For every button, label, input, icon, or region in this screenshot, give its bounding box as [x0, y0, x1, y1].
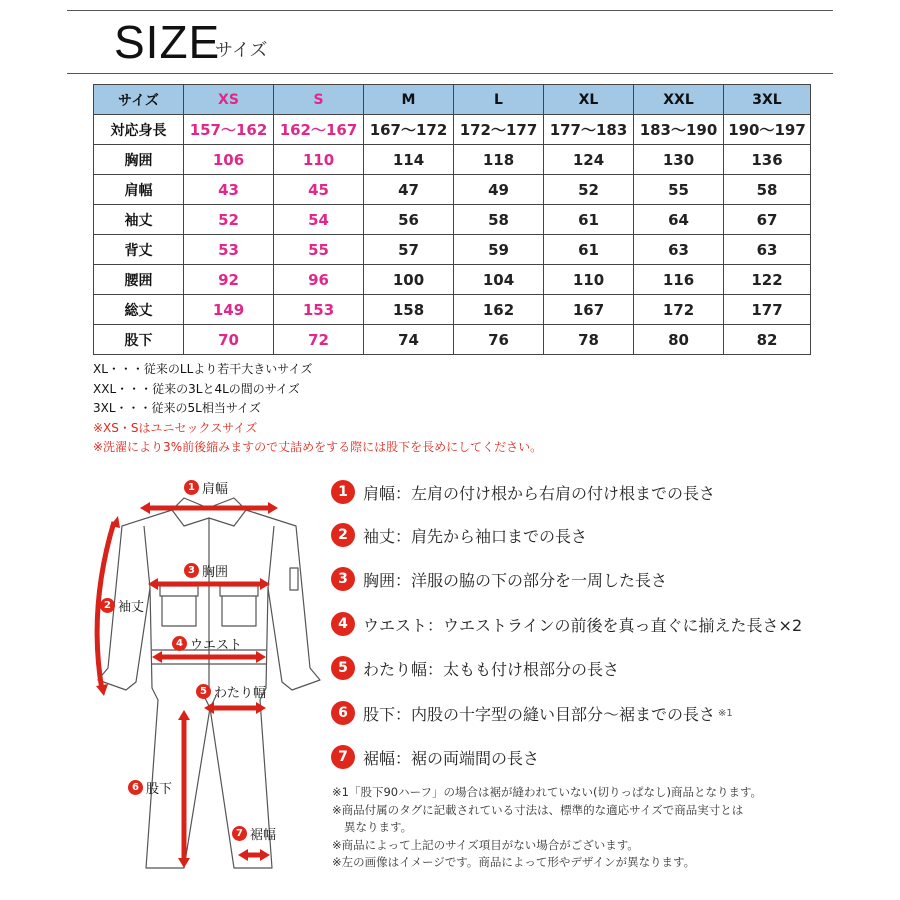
callout-number: 2 — [100, 598, 115, 613]
coverall-diagram — [84, 468, 324, 888]
col-header-xl: XL — [544, 85, 634, 115]
callout-sleeve — [100, 596, 144, 615]
footnotes — [332, 784, 762, 872]
definition-inseam — [331, 701, 733, 725]
definition-term: 胸囲 — [363, 570, 396, 590]
definition-desc: ：洋服の脇の下の部分を一周した長さ — [395, 570, 668, 590]
table-cell: 82 — [724, 325, 811, 355]
callout-label: わたり幅 — [214, 686, 267, 701]
table-cell: 110 — [274, 145, 364, 175]
table-cell: 110 — [544, 265, 634, 295]
table-cell: 136 — [724, 145, 811, 175]
table-cell: 100 — [364, 265, 454, 295]
definition-number: 4 — [331, 612, 355, 636]
table-cell: 158 — [364, 295, 454, 325]
callout-label: 袖丈 — [118, 600, 145, 615]
callout-waist — [172, 634, 242, 653]
col-header-l: L — [454, 85, 544, 115]
definition-desc: ：内股の十字型の縫い目部分〜裾までの長さ — [395, 704, 716, 724]
callout-number: 1 — [184, 480, 199, 495]
table-cell: 57 — [364, 235, 454, 265]
definition-term: 肩幅 — [363, 483, 396, 503]
table-cell: 58 — [724, 175, 811, 205]
table-cell: 61 — [544, 235, 634, 265]
table-cell: 54 — [274, 205, 364, 235]
table-cell: 45 — [274, 175, 364, 205]
table-cell: 67 — [724, 205, 811, 235]
callout-chest — [184, 561, 228, 580]
table-cell: 177 — [724, 295, 811, 325]
table-cell: 72 — [274, 325, 364, 355]
table-cell: 149 — [184, 295, 274, 325]
table-row — [94, 295, 811, 325]
table-cell: 190〜197 — [724, 115, 811, 145]
table-cell: 183〜190 — [634, 115, 724, 145]
row-label: 総丈 — [94, 295, 184, 325]
table-cell: 80 — [634, 325, 724, 355]
col-header-xxl: XXL — [634, 85, 724, 115]
table-row — [94, 145, 811, 175]
row-label: 袖丈 — [94, 205, 184, 235]
header-rule-bottom — [67, 73, 833, 74]
table-cell: 52 — [184, 205, 274, 235]
col-header-m: M — [364, 85, 454, 115]
page-title: SIZE — [114, 16, 221, 68]
footnote: ※商品によって上記のサイズ項目がない場合がございます。 — [332, 837, 639, 852]
table-cell: 106 — [184, 145, 274, 175]
row-label: 肩幅 — [94, 175, 184, 205]
row-label: 股下 — [94, 325, 184, 355]
note-line: XL・・・従来のLLより若干大きいサイズ — [93, 362, 313, 376]
definition-footnote-ref: ※1 — [718, 707, 733, 719]
table-row — [94, 115, 811, 145]
definition-desc: ：肩先から袖口までの長さ — [395, 526, 588, 546]
definition-desc: ：左肩の付け根から右肩の付け根までの長さ — [395, 483, 716, 503]
note-unisex: ※XS・Sはユニセックスサイズ — [93, 420, 258, 435]
table-cell: 49 — [454, 175, 544, 205]
callout-number: 4 — [172, 636, 187, 651]
table-cell: 167〜172 — [364, 115, 454, 145]
footnote: 異なります。 — [344, 820, 413, 834]
callout-label: 肩幅 — [202, 482, 229, 497]
table-row — [94, 265, 811, 295]
size-table — [93, 84, 811, 355]
callout-thigh — [196, 682, 266, 701]
table-cell: 43 — [184, 175, 274, 205]
table-cell: 172〜177 — [454, 115, 544, 145]
col-header-s: S — [274, 85, 364, 115]
definition-number: 7 — [331, 745, 355, 769]
table-cell: 157〜162 — [184, 115, 274, 145]
definition-hem — [331, 745, 539, 769]
callout-label: ウエスト — [190, 638, 243, 653]
table-cell: 78 — [544, 325, 634, 355]
callout-inseam — [128, 778, 172, 797]
definition-waist — [331, 612, 802, 636]
col-header-xs: XS — [184, 85, 274, 115]
callout-label: 裾幅 — [250, 828, 277, 843]
table-cell: 96 — [274, 265, 364, 295]
table-header-row — [94, 85, 811, 115]
table-cell: 114 — [364, 145, 454, 175]
callout-label: 股下 — [146, 782, 173, 797]
table-cell: 177〜183 — [544, 115, 634, 145]
table-cell: 52 — [544, 175, 634, 205]
definition-chest — [331, 567, 667, 591]
page-subtitle: サイズ — [215, 40, 268, 61]
definition-desc: ：太もも付け根部分の長さ — [427, 659, 620, 679]
header-rule-top — [67, 10, 833, 11]
table-cell: 59 — [454, 235, 544, 265]
table-cell: 70 — [184, 325, 274, 355]
table-cell: 122 — [724, 265, 811, 295]
table-cell: 63 — [724, 235, 811, 265]
table-cell: 55 — [274, 235, 364, 265]
definition-term: 股下 — [363, 704, 396, 724]
footnote: ※商品付属のタグに記載されている寸法は、標準的な適応サイズで商品実寸とは — [332, 802, 744, 817]
col-header-size: サイズ — [94, 85, 184, 115]
callout-number: 3 — [184, 563, 199, 578]
callout-number: 7 — [232, 826, 247, 841]
size-notes — [93, 360, 542, 458]
definition-term: ウエスト — [363, 615, 428, 635]
definition-thigh — [331, 656, 619, 680]
callout-number: 5 — [196, 684, 211, 699]
note-line: XXL・・・従来の3Lと4Lの間のサイズ — [93, 381, 300, 396]
table-cell: 167 — [544, 295, 634, 325]
row-label: 腰囲 — [94, 265, 184, 295]
callout-label: 胸囲 — [202, 565, 229, 580]
definition-term: 裾幅 — [363, 748, 396, 768]
table-cell: 55 — [634, 175, 724, 205]
table-cell: 124 — [544, 145, 634, 175]
footnote: ※1「股下90ハーフ」の場合は裾が縫われていない(切りっぱなし)商品となります。 — [332, 785, 763, 799]
table-cell: 92 — [184, 265, 274, 295]
col-header-3xl: 3XL — [724, 85, 811, 115]
table-cell: 74 — [364, 325, 454, 355]
note-shrinkage: ※洗濯により3%前後縮みますので丈詰めをする際には股下を長めにしてください。 — [93, 440, 543, 454]
table-row — [94, 235, 811, 265]
definition-term: 袖丈 — [363, 526, 396, 546]
definition-number: 5 — [331, 656, 355, 680]
table-cell: 172 — [634, 295, 724, 325]
definition-number: 2 — [331, 523, 355, 547]
definition-sleeve — [331, 523, 587, 547]
table-cell: 63 — [634, 235, 724, 265]
definition-number: 6 — [331, 701, 355, 725]
table-cell: 58 — [454, 205, 544, 235]
callout-hem — [232, 824, 276, 843]
table-row — [94, 325, 811, 355]
definition-number: 3 — [331, 567, 355, 591]
table-cell: 104 — [454, 265, 544, 295]
table-cell: 64 — [634, 205, 724, 235]
row-label: 対応身長 — [94, 115, 184, 145]
table-cell: 162 — [454, 295, 544, 325]
table-cell: 47 — [364, 175, 454, 205]
definition-term: わたり幅 — [363, 659, 428, 679]
definition-shoulder — [331, 480, 715, 504]
definition-desc: ：裾の両端間の長さ — [395, 748, 540, 768]
table-cell: 61 — [544, 205, 634, 235]
table-cell: 130 — [634, 145, 724, 175]
table-cell: 153 — [274, 295, 364, 325]
row-label: 胸囲 — [94, 145, 184, 175]
coverall-illustration — [84, 468, 324, 888]
callout-number: 6 — [128, 780, 143, 795]
footnote: ※左の画像はイメージです。商品によって形やデザインが異なります。 — [332, 855, 696, 869]
callout-shoulder — [184, 478, 228, 497]
table-cell: 162〜167 — [274, 115, 364, 145]
table-cell: 53 — [184, 235, 274, 265]
table-row — [94, 205, 811, 235]
note-line: 3XL・・・従来の5L相当サイズ — [93, 401, 261, 415]
table-cell: 116 — [634, 265, 724, 295]
table-cell: 76 — [454, 325, 544, 355]
table-cell: 118 — [454, 145, 544, 175]
definition-number: 1 — [331, 480, 355, 504]
table-cell: 56 — [364, 205, 454, 235]
definition-desc: ：ウエストラインの前後を真っ直ぐに揃えた長さ×2 — [427, 615, 803, 635]
row-label: 背丈 — [94, 235, 184, 265]
table-row — [94, 175, 811, 205]
